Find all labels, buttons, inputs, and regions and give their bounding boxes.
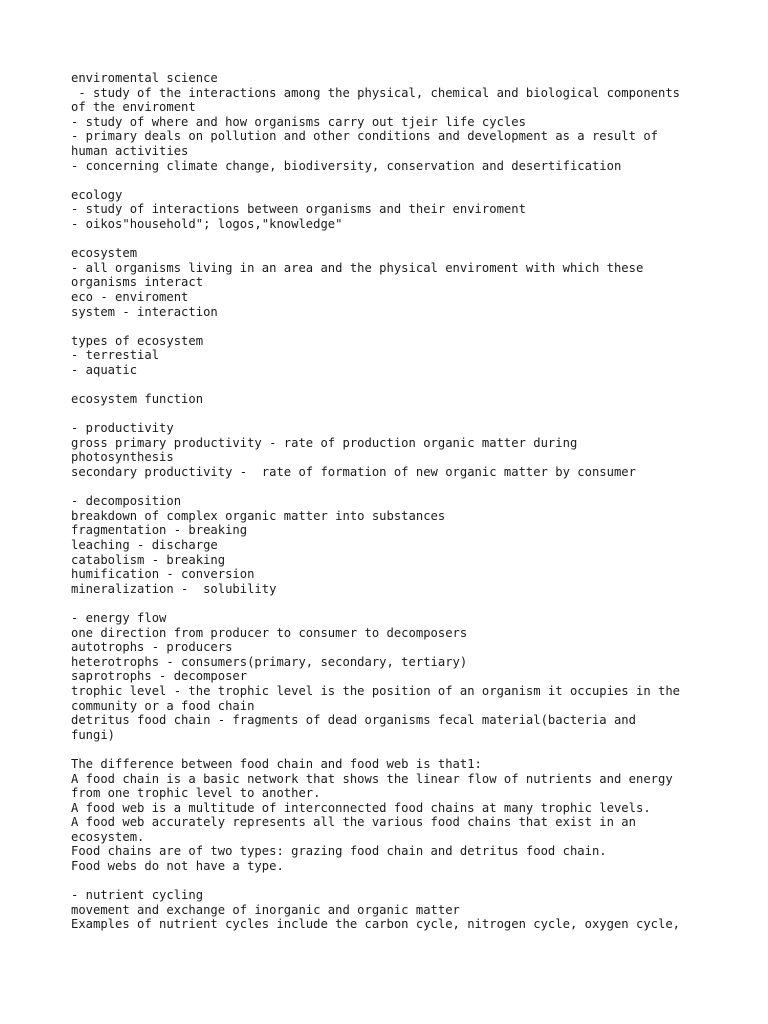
text-line: - decomposition xyxy=(71,494,182,509)
text-line xyxy=(71,596,711,611)
text-line: - study of the interactions among the physical, chemical and biological components xyxy=(71,85,681,100)
text-line: humification - conversion xyxy=(71,567,255,582)
text-line xyxy=(71,377,711,392)
text-line: A food web is a multitude of interconnected food chains at many trophic levels. xyxy=(71,800,651,815)
text-line: - study of where and how organisms carry out tjeir life cycles xyxy=(71,114,526,129)
document-body xyxy=(71,71,711,932)
text-line: photosynthesis xyxy=(71,450,174,465)
text-line xyxy=(71,319,711,334)
text-line: one direction from producer to consumer to decomposers xyxy=(71,625,468,640)
text-line: types of ecosystem xyxy=(71,333,204,348)
text-line: - oikos"household"; logos,"knowledge" xyxy=(71,216,343,231)
text-line: detritus food chain - fragments of dead organisms fecal material(bacteria and xyxy=(71,713,636,728)
text-line: secondary productivity - rate of formation of new organic matter by consumer xyxy=(71,465,636,480)
text-line: heterotrophs - consumers(primary, secondary, tertiary) xyxy=(71,654,468,669)
text-line: movement and exchange of inorganic and organic matter xyxy=(71,902,460,917)
text-line: ecosystem function xyxy=(71,392,204,407)
text-line: - all organisms living in an area and the physical enviroment with which these xyxy=(71,260,644,275)
text-line: Examples of nutrient cycles include the carbon cycle, nitrogen cycle, oxygen cycle, xyxy=(71,917,681,932)
text-line: Food chains are of two types: grazing food chain and detritus food chain. xyxy=(71,844,607,859)
text-line: ecosystem xyxy=(71,246,138,261)
text-line: - primary deals on pollution and other conditions and development as a result of xyxy=(71,129,658,144)
text-line: - concerning climate change, biodiversity, conservation and desertification xyxy=(71,158,622,173)
text-line: - energy flow xyxy=(71,610,167,625)
text-line: ecology xyxy=(71,187,123,202)
text-line xyxy=(71,480,711,495)
text-line: community or a food chain xyxy=(71,698,255,713)
text-line xyxy=(71,173,711,188)
text-line: trophic level - the trophic level is the position of an organism it occupies in the xyxy=(71,683,681,698)
text-line: fungi) xyxy=(71,727,116,742)
text-line: Food webs do not have a type. xyxy=(71,859,284,874)
text-line xyxy=(71,407,711,422)
text-line: from one trophic level to another. xyxy=(71,786,321,801)
text-line: - aquatic xyxy=(71,362,138,377)
text-line: eco - enviroment xyxy=(71,289,189,304)
text-line: - study of interactions between organisms and their enviroment xyxy=(71,202,526,217)
text-line: A food web accurately represents all the various food chains that exist in an xyxy=(71,815,636,830)
text-line: enviromental science xyxy=(71,71,218,85)
text-line xyxy=(71,874,711,889)
text-line: system - interaction xyxy=(71,304,218,319)
text-line: - nutrient cycling xyxy=(71,888,204,903)
text-line: - productivity xyxy=(71,421,174,436)
text-line xyxy=(71,232,711,247)
text-line: mineralization - solubility xyxy=(71,581,277,596)
text-line: breakdown of complex organic matter into substances xyxy=(71,508,446,523)
text-line: fragmentation - breaking xyxy=(71,523,248,538)
text-line: catabolism - breaking xyxy=(71,552,226,567)
text-line: leaching - discharge xyxy=(71,538,218,552)
text-line: ecosystem. xyxy=(71,829,145,844)
text-line: human activities xyxy=(71,143,189,158)
text-line: organisms interact xyxy=(71,275,204,290)
text-line: The difference between food chain and food web is that1: xyxy=(71,756,482,771)
text-line: - terrestial xyxy=(71,348,160,363)
text-line: saprotrophs - decomposer xyxy=(71,669,248,684)
text-line xyxy=(71,742,711,757)
text-line: A food chain is a basic network that shows the linear flow of nutrients and energy xyxy=(71,771,673,786)
text-line: of the enviroment xyxy=(71,100,196,115)
text-line: autotrophs - producers xyxy=(71,640,233,655)
text-line: gross primary productivity - rate of production organic matter during xyxy=(71,435,578,450)
